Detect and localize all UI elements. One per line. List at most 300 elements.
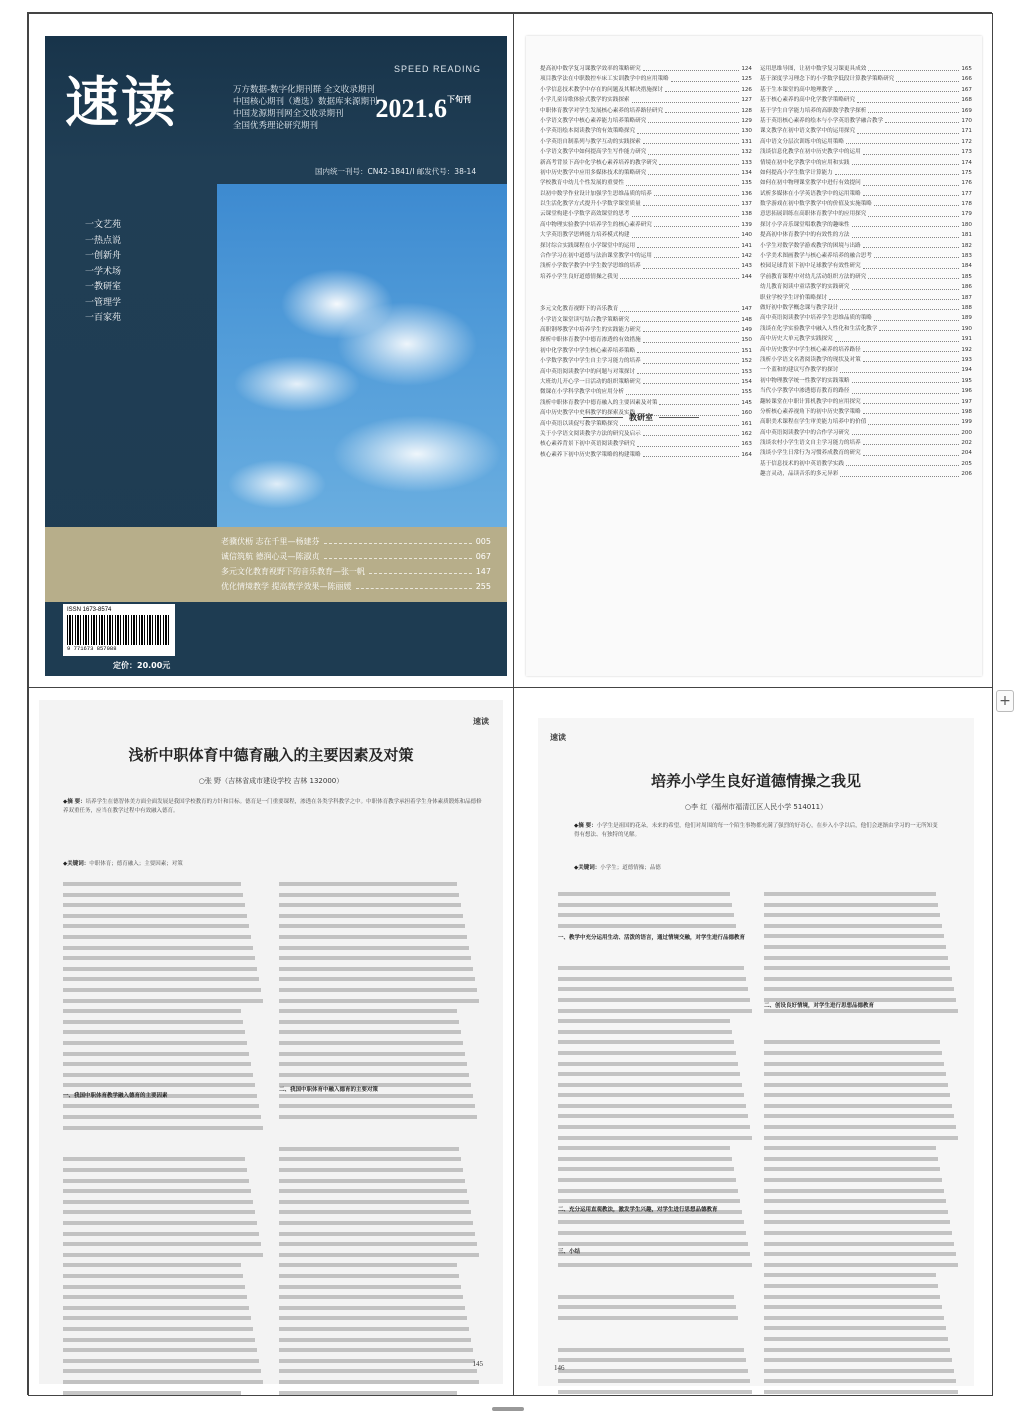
text-line bbox=[279, 1391, 481, 1397]
text-line bbox=[63, 999, 265, 1008]
text-line bbox=[558, 1167, 754, 1176]
toc-entry[interactable] bbox=[540, 272, 752, 282]
text-line bbox=[279, 1136, 481, 1145]
text-line bbox=[279, 1126, 481, 1135]
toc-entry-title: 小学生对数学数学游戏教学的困境与出路 bbox=[760, 242, 861, 249]
toc-entry[interactable] bbox=[760, 199, 972, 209]
page-number: 145 bbox=[472, 1360, 483, 1368]
toc-entry[interactable] bbox=[540, 429, 752, 439]
toc-entry[interactable] bbox=[540, 158, 752, 168]
article-keywords bbox=[574, 864, 942, 873]
text-line bbox=[764, 1273, 960, 1282]
toc-entry[interactable] bbox=[540, 315, 752, 325]
text-line bbox=[558, 1284, 754, 1293]
toc-entry[interactable] bbox=[760, 251, 972, 261]
toc-entry-page: 138 bbox=[741, 211, 752, 218]
text-line bbox=[764, 924, 960, 933]
toc-entry[interactable] bbox=[760, 334, 972, 344]
toc-entry-page: 167 bbox=[961, 86, 972, 93]
text-line bbox=[764, 1157, 960, 1166]
toc-entry[interactable] bbox=[760, 313, 972, 323]
toc-entry-title: 提高初中数学复习课教学效率的策略研究 bbox=[540, 66, 641, 72]
text-line bbox=[63, 1369, 265, 1378]
text-line bbox=[279, 1359, 481, 1368]
text-line bbox=[558, 987, 754, 996]
cover-topic-page: 067 bbox=[475, 552, 491, 561]
text-line bbox=[279, 977, 481, 986]
toc-entry-title: 大学英语教学思辨能力培养模式构建 bbox=[540, 232, 630, 239]
toc-entry-page: 137 bbox=[741, 201, 752, 208]
toc-entry-title: 翻转课堂在中职计算机教学中的应用探究 bbox=[760, 398, 861, 405]
toc-entry-title: 高中历史教学中史料教学的探索及实践 bbox=[540, 410, 636, 417]
toc-entry-title: 高中英语阅读教学中的合作学习研究 bbox=[760, 429, 850, 436]
toc-column-right bbox=[760, 64, 972, 480]
cover-meta-line: 万方数据-数字化期刊群 全文收录期刊 bbox=[233, 85, 375, 95]
text-line bbox=[279, 946, 481, 955]
toc-entry[interactable] bbox=[540, 356, 752, 366]
text-line bbox=[279, 1327, 481, 1336]
article-column-left bbox=[558, 890, 754, 1396]
toc-entry[interactable] bbox=[540, 209, 752, 219]
add-page-button[interactable]: + bbox=[996, 690, 1014, 712]
toc-entry-title: 探讨综合实践课程在小学课堂中的运用 bbox=[540, 242, 636, 249]
toc-entry[interactable] bbox=[540, 304, 752, 314]
text-line bbox=[63, 1041, 265, 1050]
toc-page bbox=[526, 36, 982, 676]
text-line bbox=[764, 1252, 960, 1261]
text-line bbox=[558, 1051, 754, 1060]
toc-entry[interactable] bbox=[760, 386, 972, 396]
text-line bbox=[764, 1369, 960, 1378]
toc-entry-title: 浅谈小学生日常行为习惯养成教育的研究 bbox=[760, 450, 861, 457]
article-section-heading: 一、我国中职体育教学融入德育的主要因素 bbox=[63, 1093, 168, 1099]
text-line bbox=[558, 1390, 754, 1396]
toc-entry[interactable] bbox=[760, 137, 972, 147]
cover-sky-image bbox=[217, 184, 507, 527]
text-line bbox=[279, 1221, 481, 1230]
toc-entry-page: 173 bbox=[961, 149, 972, 156]
text-line bbox=[558, 966, 754, 975]
cover-category: 一教研室 bbox=[85, 282, 122, 292]
toc-entry[interactable] bbox=[760, 106, 972, 116]
toc-entry[interactable] bbox=[760, 74, 972, 84]
text-line bbox=[279, 1253, 481, 1262]
text-line bbox=[279, 1338, 481, 1347]
toc-entry-page: 176 bbox=[961, 180, 972, 187]
text-line bbox=[279, 1369, 481, 1378]
text-line bbox=[764, 1072, 960, 1081]
toc-entry-title: 情境在初中化学教学中的应用和实践 bbox=[760, 159, 850, 166]
toc-entry-title: 浅谈信息化教学在初中历史教学中的运用 bbox=[760, 149, 861, 156]
toc-entry[interactable] bbox=[760, 376, 972, 386]
toc-entry[interactable] bbox=[760, 189, 972, 199]
toc-entry-page: 154 bbox=[741, 378, 752, 385]
toc-entry[interactable] bbox=[540, 147, 752, 157]
article-author: ○李 红（福州市福清江区人民小学 514011） bbox=[684, 803, 828, 811]
toc-entry-title: 分析核心素养视角下的初中历史教学策略 bbox=[760, 408, 861, 415]
toc-entry[interactable] bbox=[760, 293, 972, 303]
text-line bbox=[558, 1348, 754, 1357]
text-line bbox=[63, 1030, 265, 1039]
toc-entry[interactable] bbox=[760, 417, 972, 427]
toc-entry-title: 核心素养背景下初中英语阅读教学研究 bbox=[540, 441, 636, 448]
toc-entry-title: 合作学习在初中道德与法治课堂教学中的运用 bbox=[540, 253, 652, 260]
text-line bbox=[279, 1242, 481, 1251]
text-line bbox=[558, 1178, 754, 1187]
toc-entry-page: 144 bbox=[741, 273, 752, 280]
toc-entry-title: 基于深度学习理念下的小学数学低段计算教学策略研究 bbox=[760, 76, 895, 83]
toc-entry[interactable] bbox=[760, 355, 972, 365]
cover-topic bbox=[221, 579, 491, 594]
page-grid bbox=[27, 12, 992, 1395]
toc-cell bbox=[513, 13, 993, 688]
text-line bbox=[63, 1157, 265, 1166]
toc-entry-page: 152 bbox=[741, 358, 752, 365]
text-line bbox=[279, 1168, 481, 1177]
text-line bbox=[558, 977, 754, 986]
toc-entry-title: 高中历史大单元教学实践探究 bbox=[760, 336, 833, 343]
toc-entry-title: 大班幼儿开心学一日活动的组织策略研究 bbox=[540, 378, 641, 385]
toc-entry[interactable] bbox=[760, 95, 972, 105]
text-line bbox=[63, 1062, 265, 1071]
toc-entry-page: 171 bbox=[961, 128, 972, 135]
scroll-indicator[interactable] bbox=[492, 1407, 524, 1411]
toc-entry[interactable] bbox=[760, 158, 972, 168]
toc-entry[interactable] bbox=[760, 230, 972, 240]
text-line bbox=[279, 914, 481, 923]
toc-entry[interactable] bbox=[540, 230, 752, 240]
toc-entry[interactable] bbox=[760, 147, 972, 157]
text-line bbox=[764, 1263, 960, 1272]
toc-entry-title: 多元文化教育视野下的音乐教育 bbox=[540, 306, 619, 313]
text-line bbox=[63, 1210, 265, 1219]
toc-entry-page: 182 bbox=[961, 242, 972, 249]
text-line bbox=[63, 1232, 265, 1241]
article-title: 浅析中职体育中德育融入的主要因素及对策 bbox=[128, 746, 414, 764]
text-line bbox=[764, 1125, 960, 1134]
toc-entry[interactable] bbox=[760, 220, 972, 230]
text-line bbox=[63, 924, 265, 933]
text-line bbox=[764, 1231, 960, 1240]
keywords-label: ◆关键词： bbox=[63, 861, 90, 867]
toc-entry[interactable] bbox=[760, 241, 972, 251]
toc-entry-page: 139 bbox=[741, 221, 752, 228]
text-line bbox=[63, 893, 265, 902]
toc-entry-title: 高中物理实验教学中培养学生的核心素养研究 bbox=[540, 221, 652, 228]
toc-entry[interactable] bbox=[760, 303, 972, 313]
toc-entry[interactable] bbox=[540, 241, 752, 251]
toc-entry-title: 一个蓝和的建议写作教学的探讨 bbox=[760, 367, 839, 374]
text-line bbox=[764, 1030, 960, 1039]
toc-entry[interactable] bbox=[540, 116, 752, 126]
toc-entry-title: 课文教学在初中语文教学中的运用探究 bbox=[760, 128, 856, 135]
text-line bbox=[279, 882, 481, 891]
keywords-text: 小学生；道德情操；品德 bbox=[600, 865, 661, 871]
toc-entry-title: 校园足球背景下初中足球教学有效性研究 bbox=[760, 263, 861, 270]
abstract-text: 培养学生在德智体美方面全面发展是我国学校教育的方针和目标。德育是一门重要课程，渗透在各类学科教学之中。中职体育教学承担着学生身体素质锻炼和品德修养双重任务，应当在教学过程中有效融入德育。 bbox=[63, 799, 482, 814]
toc-entry[interactable] bbox=[760, 438, 972, 448]
toc-entry-title: 浅谈农村小学生语文自主学习能力的培养 bbox=[760, 440, 861, 447]
toc-entry[interactable] bbox=[540, 251, 752, 261]
text-line bbox=[764, 1210, 960, 1219]
toc-entry-title: 运用思维导图，让初中数学复习课更具成效 bbox=[760, 66, 867, 72]
toc-entry-page: 126 bbox=[741, 86, 752, 93]
toc-entry-page: 150 bbox=[741, 337, 752, 344]
cover-meta-line: 中国核心期刊（遴选）数据库来源期刊 bbox=[233, 97, 378, 107]
cover-category: 一管理学 bbox=[85, 297, 122, 308]
toc-entry[interactable] bbox=[540, 367, 752, 377]
toc-entry[interactable] bbox=[540, 168, 752, 178]
toc-entry-page: 189 bbox=[961, 315, 972, 322]
text-line bbox=[63, 1338, 265, 1347]
text-line bbox=[279, 1020, 481, 1029]
toc-entry-page: 166 bbox=[961, 76, 972, 83]
text-line bbox=[63, 1073, 265, 1082]
toc-entry[interactable] bbox=[760, 448, 972, 458]
toc-entry-page: 169 bbox=[961, 107, 972, 114]
toc-entry-title: 小学英语绘本阅读教学的有效策略探究 bbox=[540, 128, 636, 135]
toc-entry[interactable] bbox=[760, 365, 972, 375]
toc-entry[interactable] bbox=[760, 469, 972, 479]
text-line bbox=[63, 946, 265, 955]
toc-entry[interactable] bbox=[540, 74, 752, 84]
toc-entry-title: 初中化学教学中学生核心素养培养策略 bbox=[540, 347, 636, 354]
toc-entry[interactable] bbox=[540, 95, 752, 105]
toc-entry-title: 提高初中体育教学中的有效性的方法 bbox=[760, 232, 850, 239]
text-line bbox=[764, 1242, 960, 1251]
toc-entry[interactable] bbox=[760, 116, 972, 126]
toc-column-left bbox=[540, 64, 752, 460]
article-column-left bbox=[63, 880, 265, 1396]
text-line bbox=[558, 924, 754, 933]
toc-entry[interactable] bbox=[540, 325, 752, 335]
text-line bbox=[764, 1379, 960, 1388]
toc-entry[interactable] bbox=[540, 335, 752, 345]
article-page-146-cell bbox=[513, 687, 993, 1396]
text-line bbox=[279, 1041, 481, 1050]
toc-entry-title: 如何提高小学生数学计算能力 bbox=[760, 169, 833, 176]
toc-entry[interactable] bbox=[760, 209, 972, 219]
text-line bbox=[63, 1263, 265, 1272]
toc-entry-title: 如何在初中物理课堂教学中进行有效提问 bbox=[760, 180, 861, 187]
text-line bbox=[558, 1326, 754, 1335]
cover-category: 一文艺苑 bbox=[85, 220, 122, 230]
text-line bbox=[279, 1232, 481, 1241]
cover-price: 定价：20.00元 bbox=[113, 661, 171, 670]
toc-entry[interactable] bbox=[540, 439, 752, 449]
toc-entry[interactable] bbox=[760, 85, 972, 95]
toc-entry-title: 做好初中数学概念课与教学设计 bbox=[760, 304, 839, 311]
toc-entry[interactable] bbox=[540, 261, 752, 271]
toc-entry-title: 初中历史教学中应用多媒体技术的策略研究 bbox=[540, 169, 647, 176]
text-line bbox=[558, 1136, 754, 1145]
text-line bbox=[764, 966, 960, 975]
text-line bbox=[279, 1147, 481, 1156]
toc-entry-page: 145 bbox=[741, 399, 752, 406]
text-line bbox=[558, 1104, 754, 1113]
toc-entry[interactable] bbox=[760, 407, 972, 417]
toc-entry[interactable] bbox=[540, 387, 752, 397]
cover-topic-page: 147 bbox=[475, 567, 491, 576]
text-line bbox=[558, 1083, 754, 1092]
text-line bbox=[279, 1306, 481, 1315]
text-line bbox=[764, 1167, 960, 1176]
text-line bbox=[63, 1200, 265, 1209]
text-line bbox=[279, 1295, 481, 1304]
toc-entry-page: 155 bbox=[741, 389, 752, 396]
toc-entry[interactable] bbox=[540, 126, 752, 136]
article-abstract bbox=[63, 798, 483, 816]
toc-entry-page: 177 bbox=[961, 190, 972, 197]
text-line bbox=[558, 1295, 754, 1304]
cover-meta-line: 中国龙源期刊网全文收录期刊 bbox=[233, 109, 344, 119]
toc-entry-page: 194 bbox=[961, 367, 972, 374]
toc-entry[interactable] bbox=[760, 282, 972, 292]
toc-entry[interactable] bbox=[760, 345, 972, 355]
toc-entry[interactable] bbox=[540, 346, 752, 356]
text-line bbox=[63, 1316, 265, 1325]
text-line bbox=[63, 1136, 265, 1145]
text-line bbox=[63, 1253, 265, 1262]
toc-entry-title: 高中英语阅读教学中的问题与对策探讨 bbox=[540, 368, 636, 375]
toc-entry[interactable] bbox=[760, 324, 972, 334]
text-line bbox=[764, 1316, 960, 1325]
text-line bbox=[558, 1009, 754, 1018]
text-line bbox=[279, 967, 481, 976]
toc-entry-title: 项目教学法在中职数控车床工实训教学中的应用策略 bbox=[540, 76, 669, 83]
text-line bbox=[764, 1220, 960, 1229]
toc-entry-page: 200 bbox=[961, 429, 972, 436]
text-line bbox=[63, 1168, 265, 1177]
toc-entry-page: 185 bbox=[961, 273, 972, 280]
article-section-heading: 二、我国中职体育中融入德育的主要对策 bbox=[279, 1087, 379, 1093]
text-line bbox=[63, 1274, 265, 1283]
text-line bbox=[279, 1104, 481, 1113]
article-column-right bbox=[279, 880, 481, 1396]
text-line bbox=[279, 1263, 481, 1272]
cover-meta-lines bbox=[233, 84, 378, 132]
toc-entry-title: 试析多媒体在小学英语教学中的运用策略 bbox=[760, 190, 861, 197]
toc-entry[interactable] bbox=[540, 377, 752, 387]
article-title: 培养小学生良好道德情操之我见 bbox=[650, 772, 861, 790]
cover-topic-text: 多元文化教育视野下的音乐教育—张一帆 bbox=[221, 567, 365, 576]
toc-entry-page: 192 bbox=[961, 346, 972, 353]
text-line bbox=[764, 1019, 960, 1028]
toc-entry-title: 小学语文课堂读写结合教学策略研究 bbox=[540, 316, 630, 323]
toc-entry-page: 175 bbox=[961, 169, 972, 176]
toc-entry-page: 136 bbox=[741, 190, 752, 197]
toc-entry[interactable] bbox=[540, 178, 752, 188]
toc-entry-page: 170 bbox=[961, 117, 972, 124]
toc-entry-title: 高职美术课程在学生审美能力培养中的价值 bbox=[760, 419, 867, 426]
toc-entry-title: 基于英语核心素养的绘本与小学英语教学融合教学 bbox=[760, 117, 884, 124]
toc-entry[interactable] bbox=[540, 85, 752, 95]
text-line bbox=[764, 1104, 960, 1113]
cover-topic bbox=[221, 549, 491, 564]
text-line bbox=[558, 1093, 754, 1102]
toc-entry[interactable] bbox=[760, 64, 972, 74]
text-line bbox=[279, 903, 481, 912]
toc-entry[interactable] bbox=[760, 168, 972, 178]
toc-entry[interactable] bbox=[540, 189, 752, 199]
toc-entry[interactable] bbox=[760, 397, 972, 407]
text-line bbox=[558, 1316, 754, 1325]
text-line bbox=[279, 1316, 481, 1325]
toc-entry[interactable] bbox=[760, 126, 972, 136]
text-line bbox=[63, 1020, 265, 1029]
text-line bbox=[279, 1062, 481, 1071]
toc-entry[interactable] bbox=[760, 261, 972, 271]
toc-entry[interactable] bbox=[540, 64, 752, 74]
toc-entry[interactable] bbox=[540, 220, 752, 230]
cover-category: 一学术场 bbox=[85, 266, 122, 277]
toc-entry[interactable] bbox=[540, 450, 752, 460]
cover-topic-text: 老骥伏枥 志在千里—杨建芬 bbox=[221, 537, 320, 546]
toc-entry[interactable] bbox=[540, 106, 752, 116]
toc-entry-title: 浅析小学数学教学中学生数学思维的培养 bbox=[540, 263, 641, 270]
toc-entry-page: 186 bbox=[961, 284, 972, 291]
toc-entry-title: 微课在小学科学教学中的应用分析 bbox=[540, 389, 624, 396]
text-line bbox=[558, 1263, 754, 1272]
toc-entry-title: 幼儿教育阅读中童话教学的实践研究 bbox=[760, 284, 850, 291]
text-line bbox=[764, 1295, 960, 1304]
toc-entry[interactable] bbox=[760, 272, 972, 282]
text-line bbox=[279, 1274, 481, 1283]
cover-category: 一创新舟 bbox=[85, 251, 122, 261]
text-line bbox=[63, 1359, 265, 1368]
toc-entry-title: 数学游戏在初中数学教学中的价值及实施策略 bbox=[760, 201, 872, 208]
barcode-bars bbox=[67, 615, 171, 645]
cover-topic-text: 优化情境教学 提高教学效果—陈丽媛 bbox=[221, 582, 352, 591]
text-line bbox=[558, 1369, 754, 1378]
toc-entry[interactable] bbox=[540, 398, 752, 408]
toc-entry-page: 124 bbox=[741, 66, 752, 72]
toc-entry-title: 核心素养下初中历史教学策略的构建策略 bbox=[540, 451, 641, 458]
text-line bbox=[63, 1083, 265, 1092]
text-line bbox=[63, 1242, 265, 1251]
toc-entry-page: 181 bbox=[961, 232, 972, 239]
toc-entry[interactable] bbox=[540, 137, 752, 147]
toc-entry-title: 基于核心素养的高中化学教学策略研究 bbox=[760, 97, 856, 104]
toc-entry-title: 关于小学语文阅读教学方法的研究及启示 bbox=[540, 430, 641, 437]
toc-entry[interactable] bbox=[760, 428, 972, 438]
toc-entry[interactable] bbox=[760, 178, 972, 188]
text-line bbox=[279, 1210, 481, 1219]
cover-meta-line: 全国优秀理论研究期刊 bbox=[233, 121, 319, 131]
keywords-text: 中职体育；德育融入；主要因素；对策 bbox=[89, 861, 183, 867]
text-line bbox=[63, 1052, 265, 1061]
toc-entry-title: 探析中职体育教学中德育渗透的有效措施 bbox=[540, 337, 641, 344]
cover-topic bbox=[221, 534, 491, 549]
cover-issue-suffix: 下旬刊 bbox=[447, 95, 471, 104]
toc-entry-page: 141 bbox=[741, 242, 752, 249]
toc-entry-page: 140 bbox=[741, 232, 752, 239]
toc-entry-title: 高中历史教学中学生核心素养的培养路径 bbox=[760, 346, 861, 353]
toc-entry[interactable] bbox=[540, 199, 752, 209]
text-line bbox=[279, 1380, 481, 1389]
cover-topics bbox=[221, 534, 491, 594]
text-line bbox=[558, 1189, 754, 1198]
toc-entry-page: 165 bbox=[961, 66, 972, 72]
text-line bbox=[63, 1327, 265, 1336]
text-line bbox=[63, 1147, 265, 1156]
text-line bbox=[558, 1125, 754, 1134]
abstract-label: ◆摘 要： bbox=[574, 823, 597, 829]
text-line bbox=[764, 1062, 960, 1071]
toc-entry[interactable] bbox=[760, 459, 972, 469]
text-line bbox=[279, 1348, 481, 1357]
barcode bbox=[63, 604, 175, 656]
